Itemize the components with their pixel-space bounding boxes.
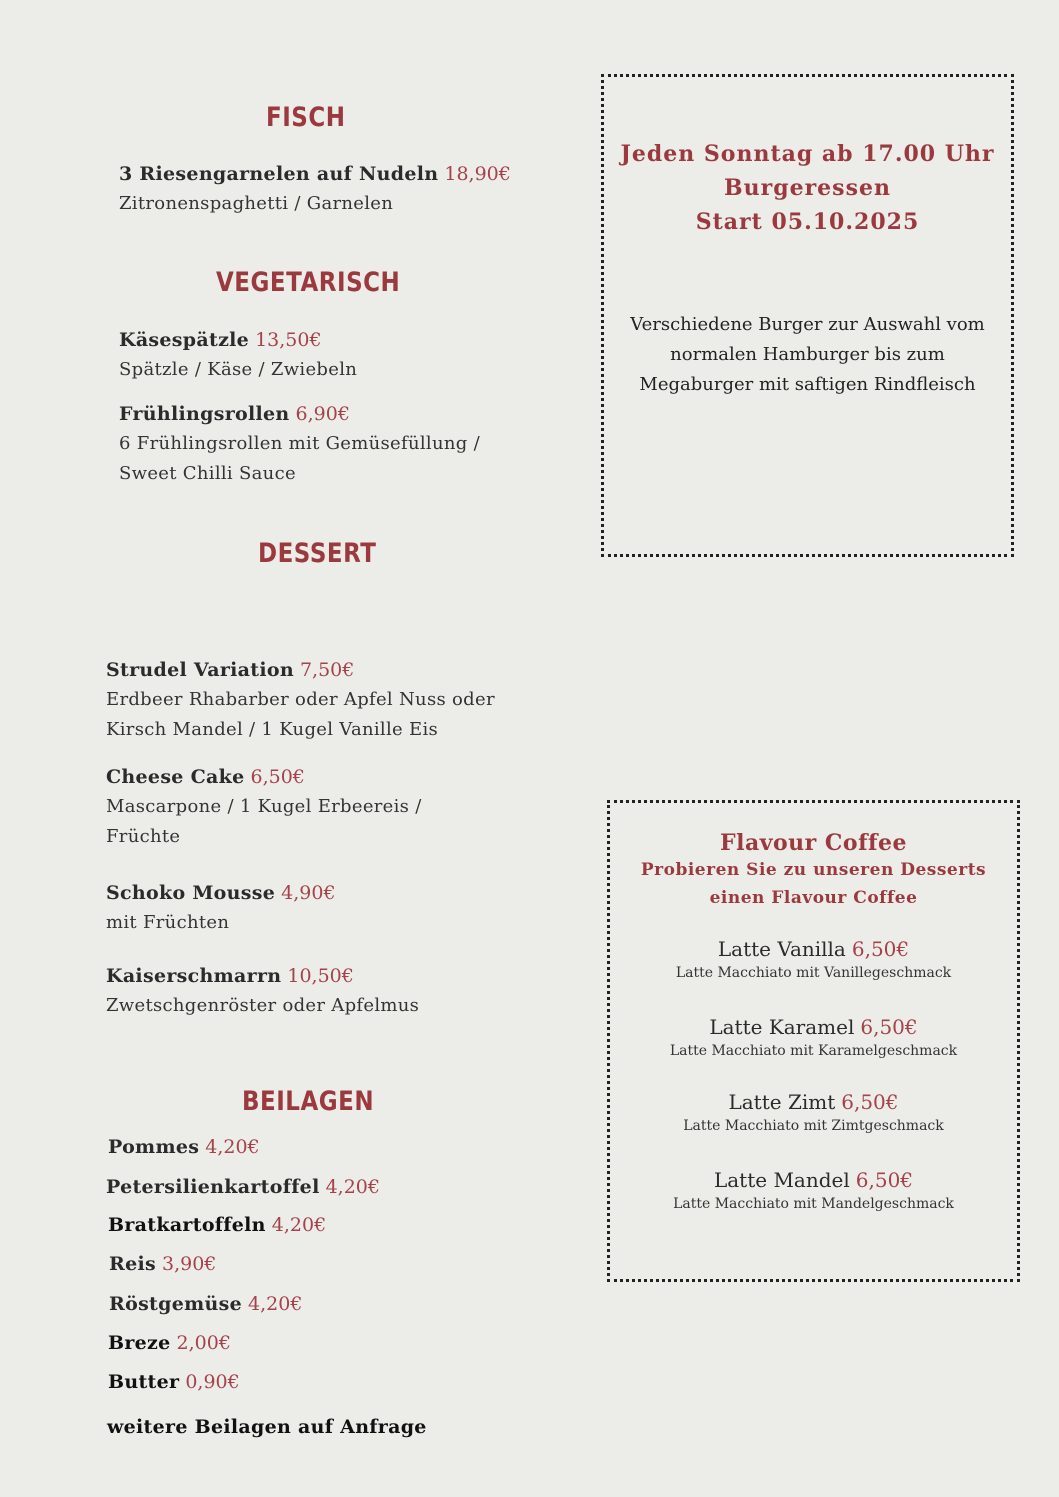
item-price: 10,50€ — [287, 965, 354, 987]
coffee-subtitle: einen Flavour Coffee — [709, 888, 918, 908]
section-title-vegetarisch: VEGETARISCH — [216, 268, 401, 298]
item-price: 4,20€ — [248, 1293, 303, 1315]
item-description: Zitronenspaghetti / Garnelen — [119, 193, 394, 214]
promo-title: Jeden Sonntag ab 17.00 Uhr — [620, 141, 995, 167]
side-item — [109, 1249, 216, 1279]
item-description: mit Früchten — [106, 912, 230, 933]
item-name: Käsespätzle — [119, 329, 250, 351]
menu-item — [106, 878, 336, 938]
item-name: Petersilienkartoffel — [106, 1176, 320, 1198]
coffee-item — [610, 937, 1017, 981]
section-title-beilagen: BEILAGEN — [242, 1087, 375, 1117]
item-price: 13,50€ — [255, 329, 322, 351]
coffee-description: Latte Macchiato mit Zimtgeschmack — [683, 1118, 944, 1134]
coffee-name: Latte Zimt — [728, 1090, 836, 1114]
item-price: 2,00€ — [176, 1332, 231, 1354]
item-price: 18,90€ — [444, 163, 511, 185]
coffee-item — [610, 1015, 1017, 1059]
item-description: Zwetschgenröster oder Apfelmus — [106, 995, 420, 1016]
item-name: 3 Riesengarnelen auf Nudeln — [119, 163, 439, 185]
side-item — [108, 1210, 326, 1240]
item-description: Erdbeer Rhabarber oder Apfel Nuss oder — [106, 689, 495, 710]
menu-item — [106, 762, 422, 852]
coffee-price: 6,50€ — [860, 1015, 918, 1039]
item-description: 6 Frühlingsrollen mit Gemüsefüllung / — [119, 433, 480, 454]
burger-promo-box — [601, 74, 1014, 557]
coffee-price: 6,50€ — [841, 1090, 899, 1114]
coffee-description: Latte Macchiato mit Karamelgeschmack — [669, 1043, 958, 1059]
item-description: Früchte — [106, 826, 181, 847]
item-price: 0,90€ — [185, 1371, 240, 1393]
item-price: 4,90€ — [281, 882, 336, 904]
item-price: 6,90€ — [295, 403, 350, 425]
coffee-price: 6,50€ — [851, 937, 910, 961]
coffee-title: Flavour Coffee — [719, 830, 908, 856]
promo-text: Verschiedene Burger zur Auswahl vom — [630, 314, 985, 335]
menu-item — [119, 159, 511, 219]
side-item — [106, 1172, 380, 1202]
coffee-description: Latte Macchiato mit Vanillegeschmack — [675, 965, 952, 981]
item-price: 4,20€ — [271, 1214, 327, 1236]
section-title-fisch: FISCH — [266, 103, 346, 133]
coffee-price: 6,50€ — [855, 1168, 914, 1192]
item-description: Kirsch Mandel / 1 Kugel Vanille Eis — [106, 719, 439, 740]
flavour-coffee-box — [607, 800, 1020, 1282]
promo-subtitle: Burgeressen — [724, 175, 891, 201]
item-description: Sweet Chilli Sauce — [119, 463, 296, 484]
coffee-description: Latte Macchiato mit Mandelgeschmack — [673, 1196, 954, 1212]
menu-item — [119, 399, 480, 489]
item-name: Breze — [108, 1332, 171, 1354]
coffee-name: Latte Vanilla — [717, 937, 846, 961]
menu-item — [106, 655, 495, 745]
promo-text: normalen Hamburger bis zum — [670, 344, 945, 365]
item-name: Frühlingsrollen — [119, 403, 290, 425]
item-name: Strudel Variation — [106, 659, 294, 681]
item-description: Spätzle / Käse / Zwiebeln — [119, 359, 358, 380]
menu-item — [106, 961, 419, 1021]
side-item — [108, 1328, 231, 1358]
item-price: 4,20€ — [325, 1176, 380, 1198]
side-item — [108, 1132, 260, 1162]
item-price: 4,20€ — [205, 1136, 260, 1158]
item-name: Bratkartoffeln — [108, 1214, 266, 1236]
side-item — [108, 1367, 240, 1397]
coffee-item — [610, 1090, 1017, 1134]
menu-item — [119, 325, 357, 385]
coffee-name: Latte Karamel — [709, 1015, 855, 1039]
item-description: Mascarpone / 1 Kugel Erbeereis / — [106, 796, 422, 817]
promo-text: Megaburger mit saftigen Rindfleisch — [639, 374, 976, 395]
side-item — [109, 1289, 302, 1319]
item-name: Cheese Cake — [106, 766, 245, 788]
item-name: Röstgemüse — [109, 1293, 243, 1315]
item-price: 7,50€ — [299, 659, 355, 681]
item-name: Schoko Mousse — [106, 882, 276, 904]
item-name: Butter — [108, 1371, 180, 1393]
item-name: Pommes — [108, 1136, 200, 1158]
coffee-item — [610, 1168, 1017, 1212]
item-name: Kaiserschmarrn — [106, 965, 282, 987]
coffee-name: Latte Mandel — [713, 1168, 850, 1192]
item-name: Reis — [109, 1253, 156, 1275]
item-price: 6,50€ — [250, 766, 305, 788]
coffee-subtitle: Probieren Sie zu unseren Desserts — [640, 860, 987, 880]
promo-start-date: Start 05.10.2025 — [695, 209, 920, 235]
item-price: 3,90€ — [162, 1253, 217, 1275]
section-title-dessert: DESSERT — [258, 539, 377, 569]
side-footer-note: weitere Beilagen auf Anfrage — [107, 1416, 427, 1438]
